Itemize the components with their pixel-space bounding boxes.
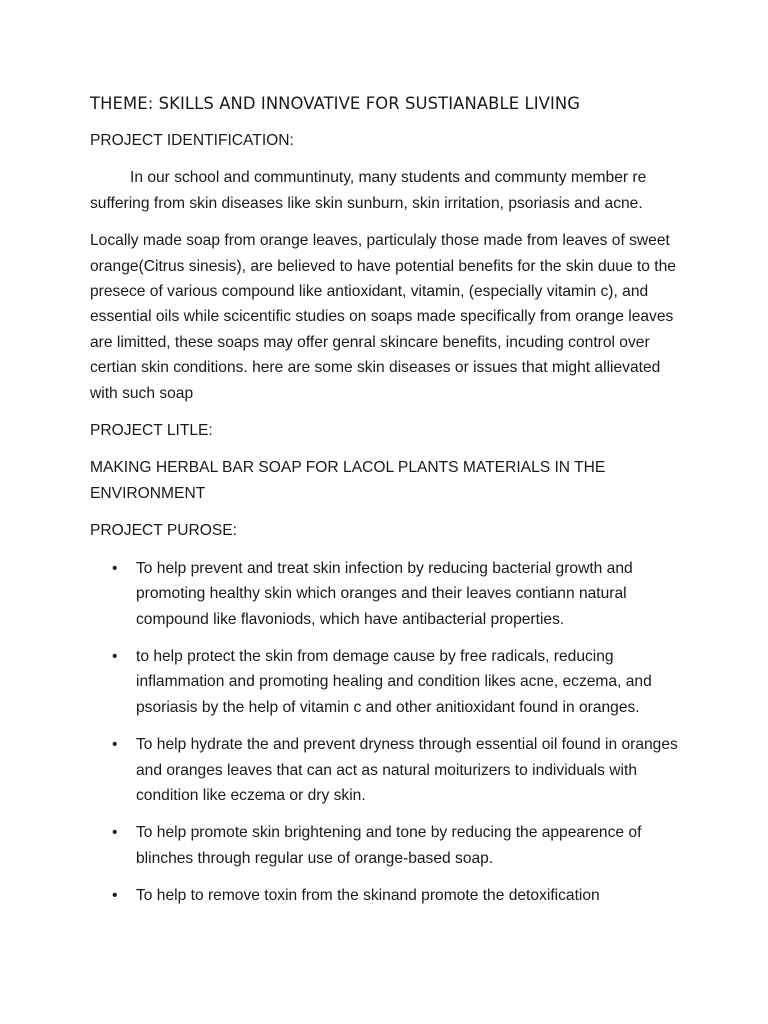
bullet-icon: • [112, 647, 118, 665]
list-item-text: To help to remove toxin from the skinand promote the detoxification [136, 887, 600, 905]
bullet-icon: • [112, 824, 118, 842]
purpose-list [90, 556, 690, 909]
document-page [90, 92, 690, 921]
bullet-icon: • [112, 736, 118, 754]
theme-title: THEME: SKILLS AND INNOVATIVE FOR SUSTIANABLE LIVING [90, 94, 581, 113]
body-paragraph: Locally made soap from orange leaves, particulaly those made from leaves of sweet orange(Citrus sinesis), are believed to have potential benefits for the skin duue to the presece of various compound like antioxidant, vitamin, (especially vitamin c), and essential oils while scicentific studies on soaps made specifically from orange leaves are limitted, these soaps may offer genral skincare benefits, incuding control over certian skin conditions. here are some skin diseases or issues that might allievated with such soap [90, 232, 676, 402]
list-item [90, 644, 690, 720]
list-item [90, 556, 690, 632]
bullet-icon: • [112, 559, 118, 577]
project-title: MAKING HERBAL BAR SOAP FOR LACOL PLANTS MATERIALS IN THE ENVIRONMENT [90, 459, 606, 502]
list-item [90, 820, 690, 871]
list-item [90, 732, 690, 808]
list-item [90, 883, 690, 908]
list-item-text: to help protect the skin from demage cause by free radicals, reducing inflammation and promoting healing and condition likes acne, eczema, and psoriasis by the help of vitamin c and other anitioxidant found in oranges. [136, 647, 652, 716]
bullet-icon: • [112, 887, 118, 905]
list-item-text: To help promote skin brightening and tone by reducing the appearence of blinches through regular use of orange-based soap. [136, 824, 642, 867]
project-title-heading: PROJECT LITLE: [90, 422, 213, 440]
list-item-text: To help hydrate the and prevent dryness through essential oil found in oranges and oranges leaves that can act as natural moiturizers to individuals with condition like eczema or dry skin. [136, 736, 678, 804]
list-item-text: To help prevent and treat skin infection by reducing bacterial growth and promoting healthy skin which oranges and their leaves contiann natural compound like flavoniods, which have antibacterial properties. [136, 559, 633, 628]
project-purpose-heading: PROJECT PUROSE: [90, 522, 238, 540]
project-identification-heading: PROJECT IDENTIFICATION: [90, 132, 294, 149]
intro-paragraph: In our school and communtinuty, many students and communty member re suffering from skin diseases like skin sunburn, skin irritation, psoriasis and acne. [90, 169, 647, 212]
